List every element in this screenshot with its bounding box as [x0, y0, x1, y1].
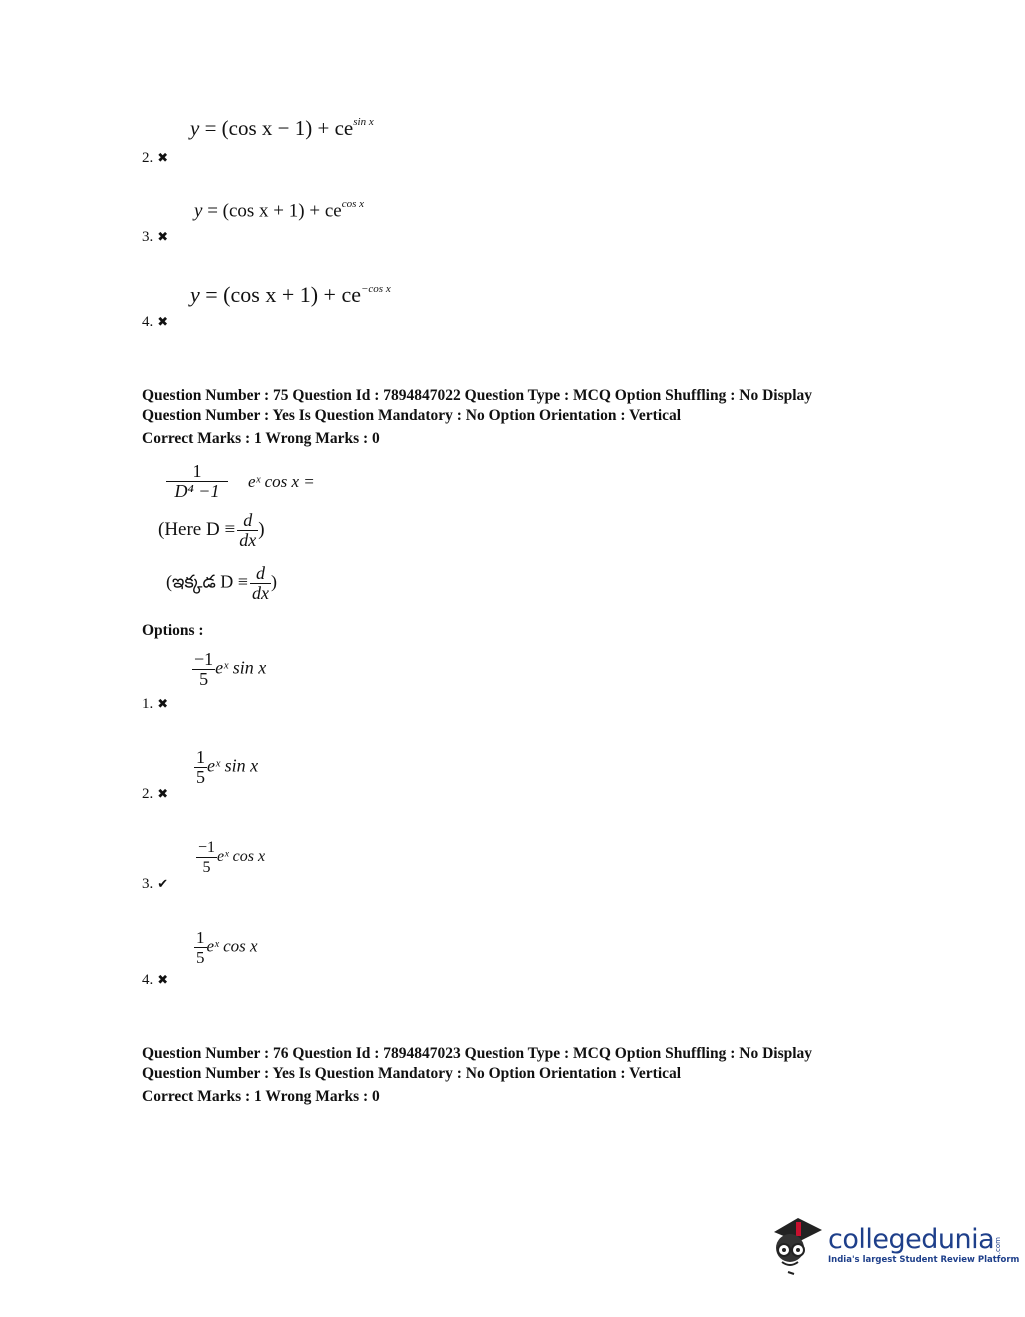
cross-icon: ✖: [157, 314, 169, 329]
q75-option-4-expression: $\frac{1}{5}$ eˣ cos x: [196, 928, 258, 967]
q75-stem-rhs: eˣ cos x =: [248, 472, 315, 491]
q75-here-note: (Here D ≡ $\frac{d}{dx}$ ): [158, 510, 265, 550]
q75-option-2-expression: $\frac{1}{5}$ eˣ sin x: [196, 747, 259, 787]
checkmark-icon: ✔: [157, 876, 169, 891]
mascot-icon: [768, 1212, 826, 1276]
logo-wordmark: collegedunia: [828, 1223, 995, 1255]
q75-option-3-number: 3. ✔: [142, 876, 169, 892]
q75-option-3-expression: $\frac{-1}{5}$ eˣ cos x: [198, 839, 266, 876]
cross-icon: ✖: [157, 150, 169, 165]
collegedunia-logo: [768, 1212, 1019, 1276]
q75-meta-line-3: Correct Marks : 1 Wrong Marks : 0: [142, 430, 380, 447]
q76-meta-line-2: Question Number : Yes Is Question Mandatory : No Option Orientation : Vertical: [142, 1065, 682, 1082]
prev-option-4-number: 4. ✖: [142, 314, 169, 330]
prev-option-2-expression: y = (cos $x - 1) + ce^{sin x}$: [190, 116, 374, 140]
q75-option-4-number: 4. ✖: [142, 972, 169, 988]
prev-option-3-number: 3. ✖: [142, 229, 169, 245]
q76-metadata: [142, 1044, 812, 1107]
options-label: Options :: [142, 622, 204, 639]
q75-meta-line-2: Question Number : Yes Is Question Mandatory : No Option Orientation : Vertical: [142, 407, 682, 424]
q75-option-1-expression: $\frac{-1}{5}$ eˣ sin x: [194, 649, 267, 689]
q76-meta-line-3: Correct Marks : 1 Wrong Marks : 0: [142, 1088, 380, 1105]
cross-icon: ✖: [157, 786, 169, 801]
q75-stem-fraction: $\frac{1}{\text{D⁴ −1}}$: [166, 462, 228, 501]
q75-meta-line-1: Question Number : 75 Question Id : 7894847022 Question Type : MCQ Option Shuffling : No Display: [142, 387, 813, 404]
q76-meta-line-1: Question Number : 76 Question Id : 7894847023 Question Type : MCQ Option Shuffling : No Display: [142, 1045, 813, 1062]
cross-icon: ✖: [157, 972, 169, 987]
prev-option-3-expression: y = (cos $x + 1) + ce^{cos x}$: [194, 198, 364, 222]
q75-option-2-number: 2. ✖: [142, 786, 169, 802]
prev-option-2-number: 2. ✖: [142, 150, 169, 166]
logo-com: .com: [994, 1237, 1003, 1255]
prev-option-4-expression: y = (cos $x + 1) + ce^{-cos x}$: [190, 282, 391, 307]
cross-icon: ✖: [157, 696, 169, 711]
q75-metadata: [142, 386, 812, 449]
q75-telugu-note: (ఇక్కడ D ≡ $\frac{d}{dx}$ ): [166, 563, 277, 603]
cross-icon: ✖: [157, 229, 169, 244]
q75-option-1-number: 1. ✖: [142, 696, 169, 712]
logo-tagline: India's largest Student Review Platform: [828, 1254, 1020, 1265]
